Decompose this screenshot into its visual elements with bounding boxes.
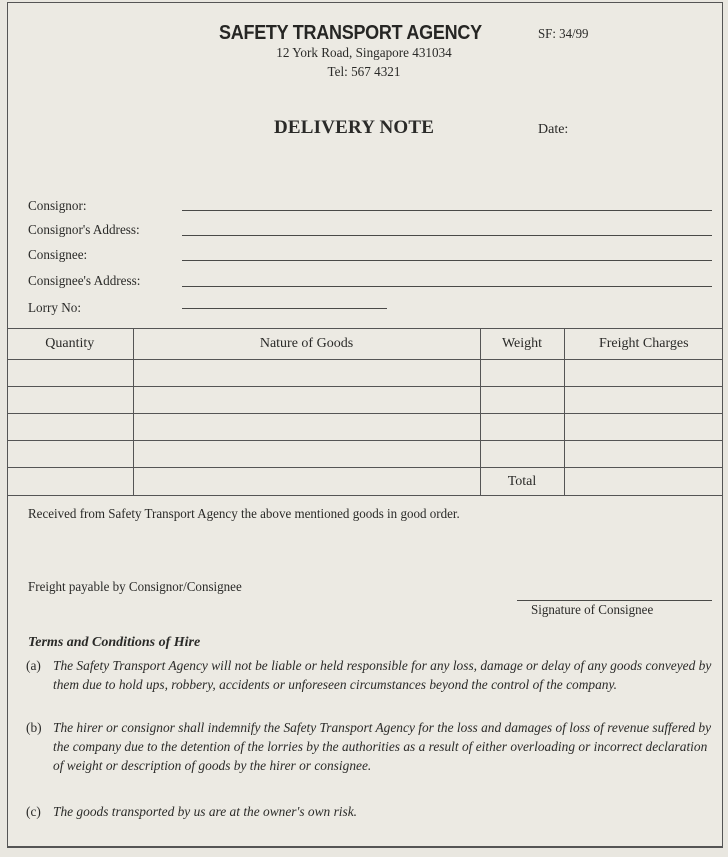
consignee-label: Consignee: bbox=[28, 248, 88, 263]
quantity-cell[interactable] bbox=[7, 441, 133, 468]
freight-charges-cell[interactable] bbox=[564, 441, 723, 468]
term-marker: (c) bbox=[26, 804, 41, 819]
form-number: SF: 34/99 bbox=[538, 27, 589, 42]
goods-table bbox=[7, 328, 723, 496]
column-header-nature-of-goods: Nature of Goods bbox=[133, 329, 480, 360]
signature-label: Signature of Consignee bbox=[531, 603, 654, 618]
lorry-number-label: Lorry No: bbox=[28, 301, 82, 316]
consignor-address-field[interactable] bbox=[182, 235, 712, 236]
nature-of-goods-cell[interactable] bbox=[133, 441, 480, 468]
column-header-freight-charges: Freight Charges bbox=[564, 329, 723, 360]
freight-charges-cell[interactable] bbox=[564, 387, 723, 414]
term-text: The hirer or consignor shall indemnify the Safety Transport Agency for the loss and damages of loss of revenue suffered by the company due to the detention of the lorries by the authorities as a result of either overloading or incorrect declaration of weight or description of goods by the hirer or consignee. bbox=[53, 720, 712, 773]
term-item-b bbox=[26, 718, 718, 798]
consignee-field[interactable] bbox=[182, 260, 712, 261]
agency-address: 12 York Road, Singapore 431034 bbox=[276, 46, 452, 61]
table-header-row bbox=[7, 329, 723, 360]
weight-cell[interactable] bbox=[480, 414, 564, 441]
consignor-label: Consignor: bbox=[28, 199, 87, 214]
quantity-cell[interactable] bbox=[7, 387, 133, 414]
consignor-field[interactable] bbox=[182, 210, 712, 211]
term-marker: (b) bbox=[26, 720, 42, 735]
term-item-a bbox=[26, 656, 718, 716]
consignee-signature-field[interactable] bbox=[517, 600, 712, 601]
column-header-quantity: Quantity bbox=[7, 329, 133, 360]
quantity-cell[interactable] bbox=[7, 414, 133, 441]
table-row bbox=[7, 387, 723, 414]
term-item-c bbox=[26, 802, 718, 822]
freight-charges-cell[interactable] bbox=[564, 360, 723, 387]
consignee-address-field[interactable] bbox=[182, 286, 712, 287]
table-row bbox=[7, 414, 723, 441]
receipt-statement: Received from Safety Transport Agency the above mentioned goods in good order. bbox=[28, 507, 460, 522]
weight-cell[interactable] bbox=[480, 441, 564, 468]
date-field[interactable] bbox=[580, 122, 700, 140]
quantity-cell[interactable] bbox=[7, 468, 133, 496]
agency-name: SAFETY TRANSPORT AGENCY bbox=[219, 22, 482, 44]
term-marker: (a) bbox=[26, 658, 41, 673]
quantity-cell[interactable] bbox=[7, 360, 133, 387]
nature-of-goods-cell[interactable] bbox=[133, 360, 480, 387]
consignee-address-label: Consignee's Address: bbox=[28, 274, 141, 289]
nature-of-goods-cell[interactable] bbox=[133, 414, 480, 441]
freight-payable-text: Freight payable by Consignor/Consignee bbox=[28, 580, 242, 595]
lorry-number-field[interactable] bbox=[182, 308, 387, 309]
term-text: The Safety Transport Agency will not be liable or held responsible for any loss, damage or delay of any goods conveyed by them due to hold ups, robbery, accidents or unforeseen circumstances beyond the control of the company. bbox=[53, 658, 712, 692]
total-freight-charges-cell[interactable] bbox=[564, 468, 723, 496]
nature-of-goods-cell[interactable] bbox=[133, 387, 480, 414]
terms-title: Terms and Conditions of Hire bbox=[28, 635, 201, 650]
column-header-weight: Weight bbox=[480, 329, 564, 360]
total-label: Total bbox=[480, 468, 564, 496]
weight-cell[interactable] bbox=[480, 360, 564, 387]
table-row bbox=[7, 360, 723, 387]
table-row bbox=[7, 441, 723, 468]
date-label: Date: bbox=[538, 122, 569, 137]
term-text: The goods transported by us are at the owner's own risk. bbox=[53, 804, 358, 819]
document-title: DELIVERY NOTE bbox=[274, 117, 435, 138]
nature-of-goods-cell[interactable] bbox=[133, 468, 480, 496]
agency-telephone: Tel: 567 4321 bbox=[327, 65, 401, 80]
consignor-address-label: Consignor's Address: bbox=[28, 223, 140, 238]
total-row bbox=[7, 468, 723, 496]
freight-charges-cell[interactable] bbox=[564, 414, 723, 441]
weight-cell[interactable] bbox=[480, 387, 564, 414]
